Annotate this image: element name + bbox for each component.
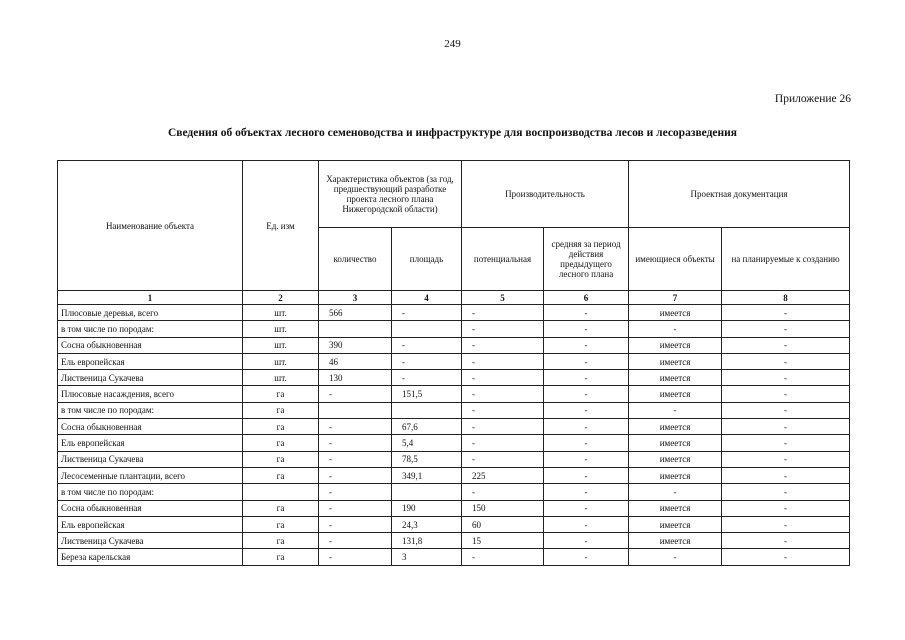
potential-cell: - <box>462 353 544 369</box>
potential-cell: - <box>462 435 544 451</box>
potential-cell: - <box>462 451 544 467</box>
quantity-cell: - <box>319 549 392 565</box>
potential-cell: - <box>462 370 544 386</box>
area-cell <box>392 402 462 418</box>
document-title: Сведения об объектах лесного семеноводства и инфраструктуре для воспроизводства лесов и лесоразведения <box>167 127 738 139</box>
existing-docs-cell: имеется <box>629 353 722 369</box>
table-row <box>58 419 850 435</box>
average-cell: - <box>544 402 629 418</box>
unit-cell: га <box>243 419 319 435</box>
planned-docs-cell: - <box>722 451 850 467</box>
quantity-cell: - <box>319 500 392 516</box>
existing-docs-cell: имеется <box>629 435 722 451</box>
existing-docs-cell: - <box>629 549 722 565</box>
area-cell: - <box>392 370 462 386</box>
potential-cell: - <box>462 321 544 337</box>
object-name-cell: Лесосеменные плантации, всего <box>58 467 243 483</box>
existing-docs-cell: имеется <box>629 533 722 549</box>
average-cell: - <box>544 337 629 353</box>
planned-docs-cell: - <box>722 337 850 353</box>
unit-cell: шт. <box>243 353 319 369</box>
table-body <box>58 305 850 566</box>
planned-docs-cell: - <box>722 500 850 516</box>
header-area: площадь <box>392 228 462 291</box>
table-row <box>58 305 850 321</box>
seed-objects-table <box>57 160 850 566</box>
average-cell: - <box>544 435 629 451</box>
quantity-cell: 46 <box>319 353 392 369</box>
area-cell: 190 <box>392 500 462 516</box>
average-cell: - <box>544 516 629 532</box>
table-row <box>58 370 850 386</box>
planned-docs-cell: - <box>722 419 850 435</box>
table-row <box>58 386 850 402</box>
table-row <box>58 451 850 467</box>
potential-cell: 60 <box>462 516 544 532</box>
object-name-cell: Сосна обыкновенная <box>58 419 243 435</box>
unit-cell: га <box>243 451 319 467</box>
header-planned: на планируемые к созданию <box>722 228 850 291</box>
area-cell: 24,3 <box>392 516 462 532</box>
existing-docs-cell: имеется <box>629 451 722 467</box>
area-cell: 3 <box>392 549 462 565</box>
column-number: 1 <box>58 291 243 305</box>
average-cell: - <box>544 386 629 402</box>
area-cell: 78,5 <box>392 451 462 467</box>
average-cell: - <box>544 305 629 321</box>
header-existing: имеющиеся объекты <box>629 228 722 291</box>
table-row <box>58 549 850 565</box>
quantity-cell: 130 <box>319 370 392 386</box>
area-cell: 349,1 <box>392 467 462 483</box>
unit-cell: га <box>243 386 319 402</box>
planned-docs-cell: - <box>722 386 850 402</box>
area-cell: 67,6 <box>392 419 462 435</box>
table-row <box>58 484 850 500</box>
potential-cell: - <box>462 484 544 500</box>
potential-cell: 15 <box>462 533 544 549</box>
average-cell: - <box>544 353 629 369</box>
unit-cell: га <box>243 500 319 516</box>
quantity-cell: 390 <box>319 337 392 353</box>
unit-cell: га <box>243 549 319 565</box>
object-name-cell: Плюсовые деревья, всего <box>58 305 243 321</box>
planned-docs-cell: - <box>722 516 850 532</box>
area-cell <box>392 321 462 337</box>
object-name-cell: в том числе по породам: <box>58 402 243 418</box>
quantity-cell: - <box>319 516 392 532</box>
quantity-cell: - <box>319 484 392 500</box>
area-cell <box>392 484 462 500</box>
unit-cell: га <box>243 516 319 532</box>
planned-docs-cell: - <box>722 353 850 369</box>
area-cell: 131,8 <box>392 533 462 549</box>
column-number: 4 <box>392 291 462 305</box>
average-cell: - <box>544 419 629 435</box>
existing-docs-cell: - <box>629 402 722 418</box>
table-row <box>58 435 850 451</box>
potential-cell: - <box>462 386 544 402</box>
existing-docs-cell: имеется <box>629 337 722 353</box>
average-cell: - <box>544 549 629 565</box>
planned-docs-cell: - <box>722 321 850 337</box>
average-cell: - <box>544 500 629 516</box>
unit-cell: шт. <box>243 337 319 353</box>
object-name-cell: Ель европейская <box>58 353 243 369</box>
object-name-cell: Береза карельская <box>58 549 243 565</box>
header-characteristics: Характеристика объектов (за год, предшествующий разработке проекта лесного плана Нижегородской области) <box>319 161 462 228</box>
table-row <box>58 402 850 418</box>
existing-docs-cell: имеется <box>629 370 722 386</box>
quantity-cell: - <box>319 533 392 549</box>
planned-docs-cell: - <box>722 370 850 386</box>
table-row <box>58 533 850 549</box>
average-cell: - <box>544 484 629 500</box>
column-number: 5 <box>462 291 544 305</box>
object-name-cell: Лиственица Сукачева <box>58 451 243 467</box>
object-name-cell: Лиственица Сукачева <box>58 533 243 549</box>
quantity-cell <box>319 321 392 337</box>
existing-docs-cell: имеется <box>629 516 722 532</box>
object-name-cell: Сосна обыкновенная <box>58 337 243 353</box>
area-cell: 5,4 <box>392 435 462 451</box>
unit-cell: шт. <box>243 321 319 337</box>
quantity-cell: - <box>319 451 392 467</box>
object-name-cell: Сосна обыкновенная <box>58 500 243 516</box>
potential-cell: - <box>462 419 544 435</box>
planned-docs-cell: - <box>722 402 850 418</box>
header-potential: потенциальная <box>462 228 544 291</box>
average-cell: - <box>544 467 629 483</box>
quantity-cell: 566 <box>319 305 392 321</box>
table-row <box>58 353 850 369</box>
area-cell: - <box>392 337 462 353</box>
planned-docs-cell: - <box>722 533 850 549</box>
potential-cell: - <box>462 305 544 321</box>
column-number: 8 <box>722 291 850 305</box>
existing-docs-cell: - <box>629 321 722 337</box>
header-average: средняя за период действия предыдущего лесного плана <box>544 228 629 291</box>
unit-cell <box>243 484 319 500</box>
unit-cell: га <box>243 533 319 549</box>
table-row <box>58 321 850 337</box>
header-unit: Ед. изм <box>243 161 319 291</box>
planned-docs-cell: - <box>722 549 850 565</box>
object-name-cell: Ель европейская <box>58 435 243 451</box>
average-cell: - <box>544 451 629 467</box>
header-productivity: Производительность <box>462 161 629 228</box>
object-name-cell: Лиственица Сукачева <box>58 370 243 386</box>
area-cell: - <box>392 353 462 369</box>
potential-cell: 225 <box>462 467 544 483</box>
unit-cell: га <box>243 467 319 483</box>
header-name: Наименование объекта <box>58 161 243 291</box>
column-number: 7 <box>629 291 722 305</box>
column-number: 3 <box>319 291 392 305</box>
object-name-cell: в том числе по породам: <box>58 484 243 500</box>
unit-cell: га <box>243 435 319 451</box>
quantity-cell: - <box>319 467 392 483</box>
object-name-cell: в том числе по породам: <box>58 321 243 337</box>
existing-docs-cell: имеется <box>629 467 722 483</box>
header-quantity: количество <box>319 228 392 291</box>
average-cell: - <box>544 370 629 386</box>
unit-cell: шт. <box>243 305 319 321</box>
unit-cell: га <box>243 402 319 418</box>
quantity-cell: - <box>319 386 392 402</box>
quantity-cell: - <box>319 419 392 435</box>
table-row <box>58 467 850 483</box>
quantity-cell <box>319 402 392 418</box>
existing-docs-cell: имеется <box>629 500 722 516</box>
potential-cell: - <box>462 337 544 353</box>
potential-cell: - <box>462 549 544 565</box>
potential-cell: 150 <box>462 500 544 516</box>
planned-docs-cell: - <box>722 484 850 500</box>
existing-docs-cell: имеется <box>629 305 722 321</box>
existing-docs-cell: имеется <box>629 386 722 402</box>
object-name-cell: Ель европейская <box>58 516 243 532</box>
planned-docs-cell: - <box>722 435 850 451</box>
column-number: 2 <box>243 291 319 305</box>
header-documentation: Проектная документация <box>629 161 850 228</box>
potential-cell: - <box>462 402 544 418</box>
table-row <box>58 500 850 516</box>
table-row <box>58 516 850 532</box>
planned-docs-cell: - <box>722 467 850 483</box>
unit-cell: шт. <box>243 370 319 386</box>
column-number: 6 <box>544 291 629 305</box>
area-cell: 151,5 <box>392 386 462 402</box>
table-row <box>58 337 850 353</box>
appendix-label: Приложение 26 <box>774 93 851 105</box>
existing-docs-cell: - <box>629 484 722 500</box>
area-cell: - <box>392 305 462 321</box>
object-name-cell: Плюсовые насаждения, всего <box>58 386 243 402</box>
existing-docs-cell: имеется <box>629 419 722 435</box>
planned-docs-cell: - <box>722 305 850 321</box>
average-cell: - <box>544 321 629 337</box>
page-number: 249 <box>444 38 461 50</box>
average-cell: - <box>544 533 629 549</box>
quantity-cell: - <box>319 435 392 451</box>
